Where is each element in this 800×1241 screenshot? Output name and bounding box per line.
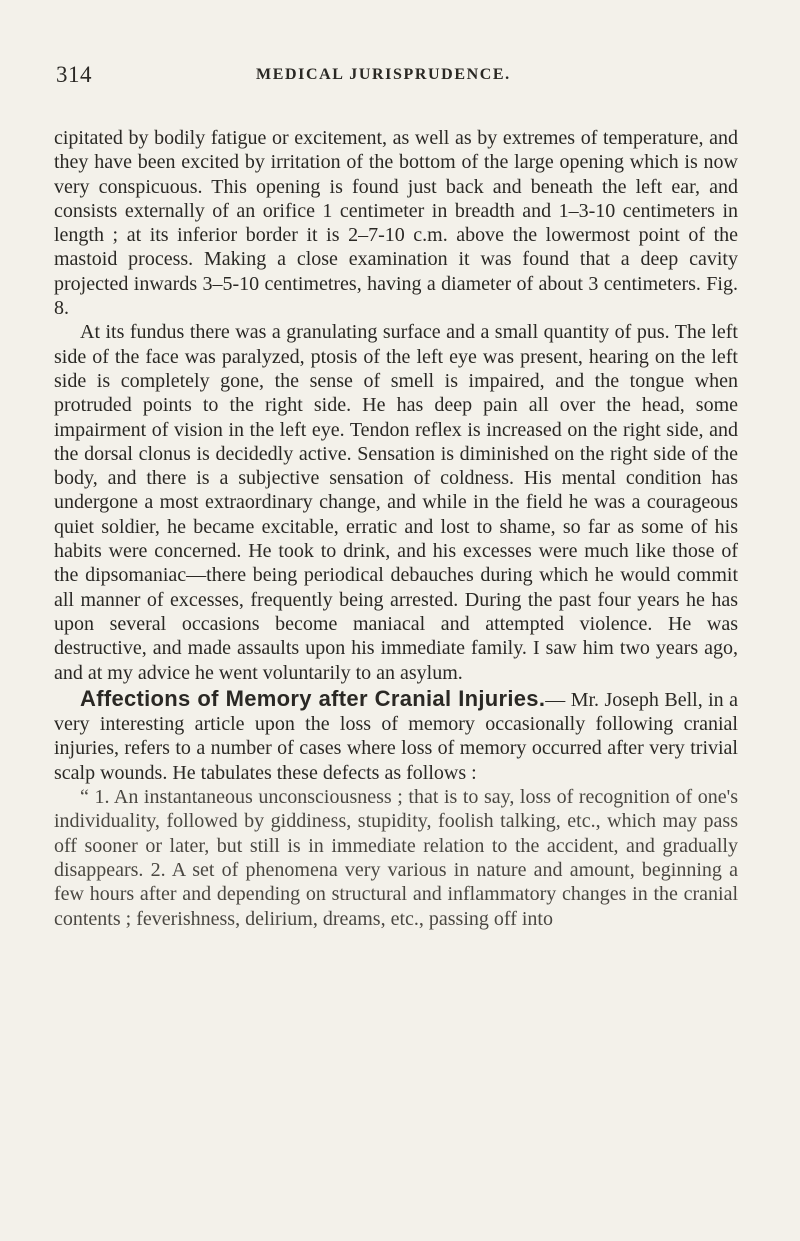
paragraph-continuation: cipitated by bodily fatigue or excitement, as well as by extremes of temperature, and they have been excited by irritation of the bottom of the large opening which is now very conspicuous. This opening is found just back and beneath the left ear, and consists externally of an orifice 1 centimeter in breadth and 1–3-10 centimeters in length ; at its inferior border it is 2–7-10 c.m. above the lowermost point of the mastoid process. Making a close examination it was found that a deep cavity projected inwards 3–5-10 centimetres, having a diameter of about 3 centimeters. Fig. 8.	[54, 127, 738, 320]
section-memory-affections	[54, 687, 738, 785]
quote-tabulation: “ 1. An instantaneous unconsciousness ; that is to say, loss of recognition of one's individuality, followed by giddiness, stupidity, foolish talking, etc., which may pass off sooner or later, but still is in immediate relation to the accident, and gradually disappears. 2. A set of phenomena very various in nature and amount, beginning a few hours after and depending on structural and inflammatory changes in the cranial contents ; feverishness, delirium, dreams, etc., passing off into	[54, 786, 738, 930]
page-number: 314	[56, 62, 92, 87]
paragraph-fundus: At its fundus there was a granulating surface and a small quantity of pus. The left side of the face was paralyzed, ptosis of the left eye was present, hearing on the left side is completely gone, the sense of smell is impaired, and the tongue when protruded points to the right side. He has deep pain all over the head, some impairment of vision in the left eye. Tendon reflex is increased on the right side, and the dorsal clonus is decidedly active. Sensation is diminished on the right side of the body, and there is a subjective sensation of coldness. His mental condition has undergone a most extraordinary change, and while in the field he was a courageous quiet soldier, he became excitable, erratic and lost to shame, so far as some of his habits were concerned. He took to drink, and his excesses were much like those of the dipsomaniac—there being periodical debauches during which he would commit all manner of excesses, frequently being arrested. During the past four years he has upon several occasions become maniacal and attempted violence. He was destructive, and made assaults upon his immediate family. I saw him two years ago, and at my advice he went voluntarily to an asylum.	[54, 321, 738, 684]
section-body: Mr. Joseph Bell, in a very interesting article upon the loss of memory occasionally following cranial injuries, refers to a number of cases where loss of memory occurred after very trivial scalp wounds. He tabulates these defects as follows :	[54, 688, 738, 784]
body-text	[54, 126, 738, 931]
running-title: MEDICAL JURISPRUDENCE.	[256, 66, 511, 83]
section-heading: Affections of Memory after Cranial Injuries.	[80, 685, 546, 711]
running-head	[56, 62, 738, 94]
heading-dash: —	[545, 688, 566, 711]
